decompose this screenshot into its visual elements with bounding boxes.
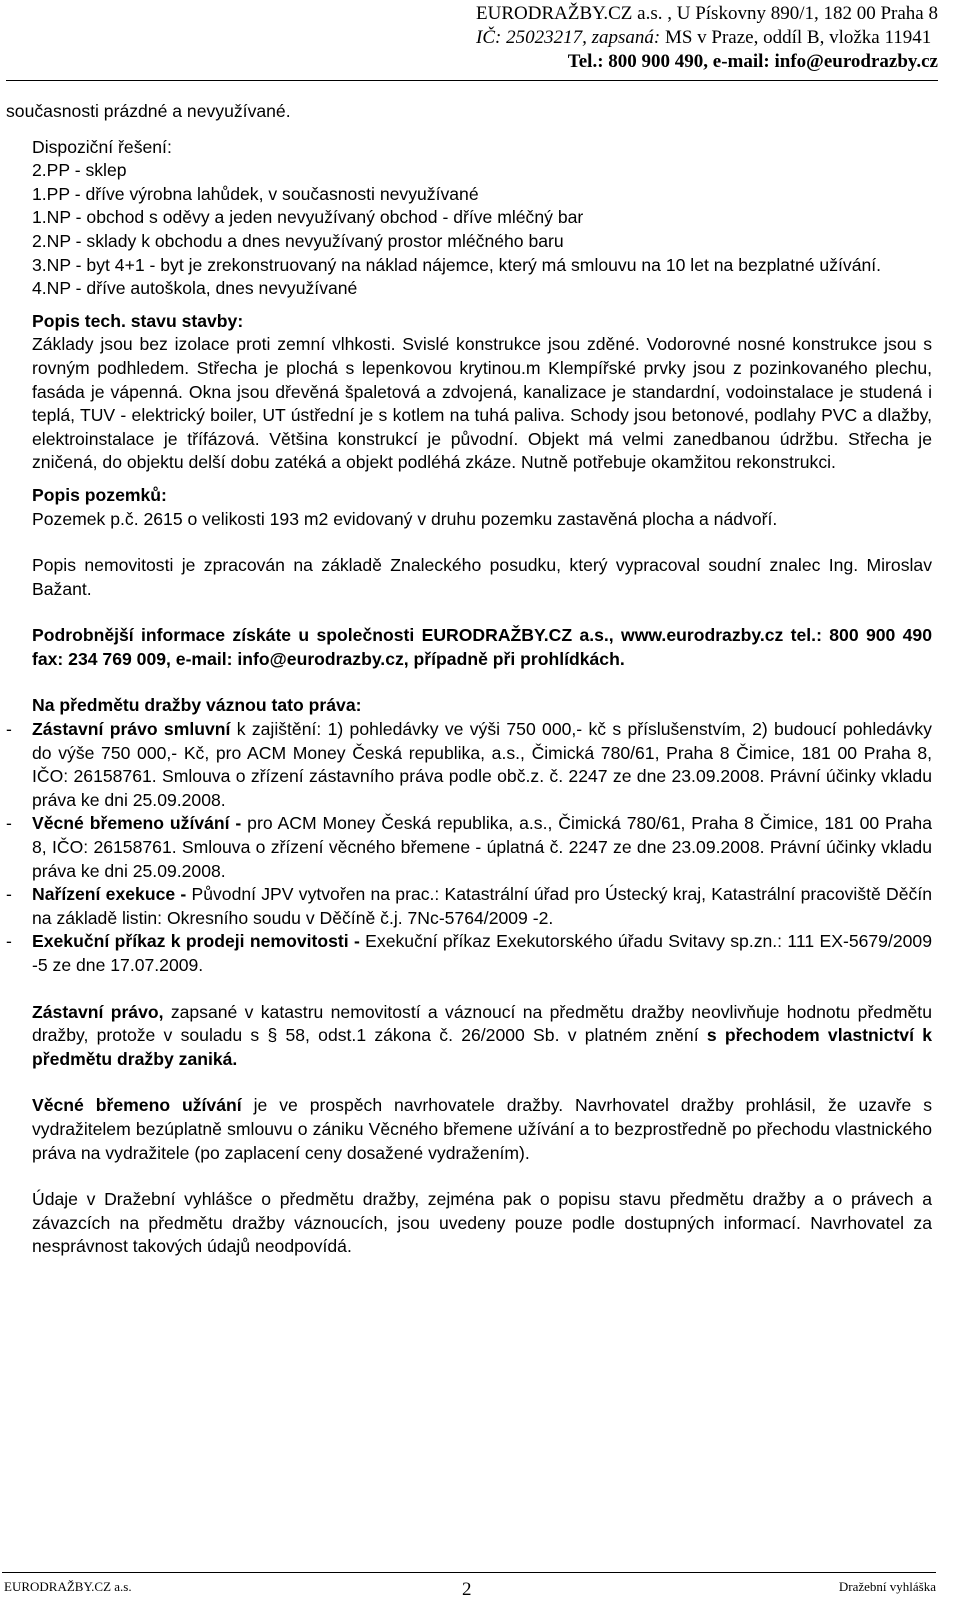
right-item <box>6 883 932 930</box>
layout-item: 1.PP - dříve výrobna lahůdek, v současnosti nevyužívané <box>32 183 479 204</box>
pledge-title: Zástavní právo, <box>32 1001 164 1022</box>
letterhead-contact: Tel.: 800 900 490, e-mail: info@eurodrazby.cz <box>567 51 938 72</box>
right-item-text: k zajištění: 1) pohledávky ve výši 750 000,- kč s příslušenstvím, 2) budoucí pohledávky do výše 750 000,- Kč, pro ACM Money Česká republika, a.s., Čimická 780/61, Praha 8 Čimice, 181 00 Praha 8, IČO: 26158761. Smlouva o zřízení zástavního práva podle obč.z. č. 2247 ze dne 23.09.2008. Právní účinky vkladu práva ke dni 25.09.2008. <box>32 719 932 810</box>
tech-state-text: Základy jsou bez izolace proti zemní vlhkosti. Svislé konstrukce jsou zděné. Vodorovné nosné konstrukce jsou s rovným podhledem. Střecha je plochá s lepenkovou krytinou.m Klempířské prvky jsou z pozinkovaného plechu, fasáda je vápenná. Okna jsou dřevěná špaletová a zdvojená, kanalizace je standardní, vodoinstalace je studená i teplá, TUV - elektrický boiler, UT ústřední je s kotlem na tuhá paliva. Schody jsou betonové, podlahy PVC a dlažby, elektroinstalace je třífázová. Většina konstrukcí je původní. Objekt má velmi zanedbanou údržbu. Střecha je zničená, do objektu delší dobu zatéká a objekt podléhá zkáze. Nutně potřebuje okamžitou rekonstrukci. <box>32 334 932 473</box>
page-number: 2 <box>462 1579 472 1600</box>
list-dash: - <box>6 931 12 952</box>
right-item-text: Exekuční příkaz Exekutorského úřadu Svitavy sp.zn.: 111 EX-5679/2009 -5 ze dne 17.07.2009. <box>32 931 932 975</box>
easement-paragraph <box>32 1094 932 1165</box>
land-title: Popis pozemků: <box>32 484 167 505</box>
right-item-title: Exekuční příkaz k prodeji nemovitosti - <box>32 931 360 952</box>
right-item-title: Zástavní právo smluvní <box>32 719 231 740</box>
layout-item: 2.PP - sklep <box>32 160 127 181</box>
right-item <box>6 930 932 977</box>
right-item-text: pro ACM Money Česká republika, a.s., Čimická 780/61, Praha 8 Čimice, 181 00 Praha 8, IČO: 26158761. Smlouva o zřízení věcného břemene - úplatná č. 2247 ze dne 23.09.2008. Právní účinky vkladu práva ke dni 25.09.2008. <box>32 813 932 881</box>
pledge-conclusion: s přechodem vlastnictví k předmětu dražby zaniká. <box>32 1025 933 1069</box>
footer-document-title: Dražební vyhláška <box>838 1579 936 1594</box>
intro-text: současnosti prázdné a nevyužívané. <box>6 101 291 121</box>
document-body <box>6 100 933 1259</box>
letterhead-company-address: EURODRAŽBY.CZ a.s. , U Pískovny 890/1, 182 00 Praha 8 <box>476 3 938 24</box>
page-footer <box>2 1572 936 1609</box>
right-item <box>6 812 932 883</box>
easement-title: Věcné břemeno užívání <box>32 1095 242 1116</box>
layout-item: 3.NP - byt 4+1 - byt je zrekonstruovaný na náklad nájemce, který má smlouvu na 10 let na bezplatné užívání. <box>32 254 882 275</box>
footer-company: EURODRAŽBY.CZ a.s. <box>4 1579 132 1594</box>
letterhead-registered: , zapsaná: <box>582 27 665 48</box>
tech-state-title: Popis tech. stavu stavby: <box>32 310 244 331</box>
layout-title: Dispoziční řešení: <box>32 136 172 157</box>
letterhead-ic: IČ: 25023217 <box>476 27 583 48</box>
header-divider <box>6 80 938 81</box>
letterhead <box>476 2 938 74</box>
layout-item: 4.NP - dříve autoškola, dnes nevyužívané <box>32 278 358 299</box>
pledge-paragraph <box>32 1001 932 1072</box>
pledge-text: zapsané v katastru nemovitostí a váznoucí na předmětu dražby neovlivňuje hodnotu předmětu dražby, protože v souladu s § 58, odst.1 zákona č. 26/2000 Sb. v platném znění <box>32 1001 932 1046</box>
appraisal-text: Popis nemovitosti je zpracován na základě Znaleckého posudku, který vypracoval soudní znalec Ing. Miroslav Bažant. <box>32 555 932 599</box>
letterhead-court: MS v Praze, oddíl B, vložka 1 <box>664 27 894 48</box>
right-item-text: Původní JPV vytvořen na prac.: Katastrální úřad pro Ústecký kraj, Katastrální pracoviště Děčín na základě listin: Okresního soudu v Děčíně č.j. 7Nc-5764/2009 -2. <box>32 884 932 928</box>
right-item-title: Nařízení exekuce - <box>32 884 187 905</box>
letterhead-registration <box>476 26 938 50</box>
rights-title: Na předmětu dražby váznou tato práva: <box>32 695 362 716</box>
right-item-title: Věcné břemeno užívání - <box>32 813 242 834</box>
list-dash: - <box>6 813 12 834</box>
list-dash: - <box>6 719 12 740</box>
letterhead-insert: 1941 <box>893 27 932 48</box>
layout-item: 2.NP - sklady k obchodu a dnes nevyužívaný prostor mléčného baru <box>32 230 564 251</box>
right-item <box>6 718 932 812</box>
contact-info: Podrobnější informace získáte u společnosti EURODRAŽBY.CZ a.s., www.eurodrazby.cz tel.: 800 900 490 fax: 234 769 009, e-mail: info@eurodrazby.cz, případně při prohlídkách. <box>32 625 932 669</box>
land-text: Pozemek p.č. 2615 o velikosti 193 m2 evidovaný v druhu pozemku zastavěná plocha a nádvoří. <box>32 508 778 529</box>
layout-item: 1.NP - obchod s oděvy a jeden nevyužívaný obchod - dříve mléčný bar <box>32 207 584 228</box>
list-dash: - <box>6 884 12 905</box>
easement-text: je ve prospěch navrhovatele dražby. Navrhovatel dražby prohlásil, že uzavře s vydražitelem bezúplatně smlouvu o zániku Věcného břemene užívání a to bezprostředně po přechodu vlastnického práva na vydražitele (po zaplacení ceny dosažené vydražením). <box>32 1095 932 1163</box>
closing-paragraph: Údaje v Dražební vyhlášce o předmětu dražby, zejména pak o popisu stavu předmětu dražby a o právech a závazcích na předmětu dražby váznoucích, jsou uvedeny pouze podle dostupných informací. Navrhovatel za nesprávnost takových údajů neodpovídá. <box>32 1189 932 1257</box>
